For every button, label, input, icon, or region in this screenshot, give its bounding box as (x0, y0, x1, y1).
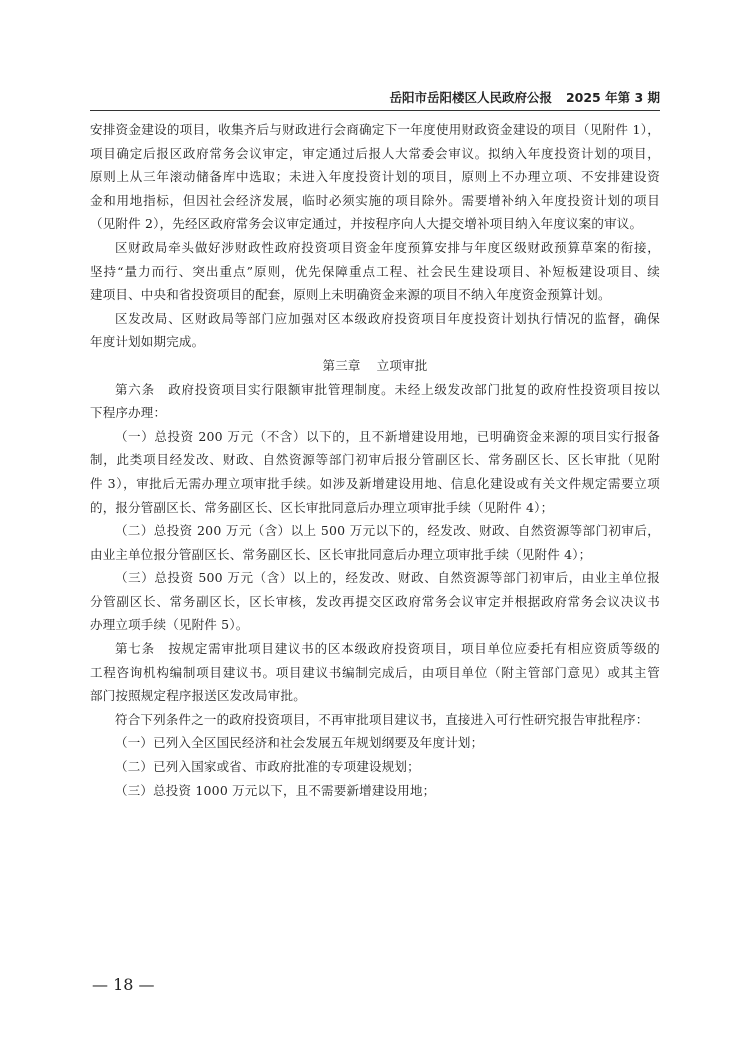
paragraph: （见附件 2），先经区政府常务会议审定通过，并按程序向人大提交增补项目纳入年度议案的审议。 (90, 216, 643, 232)
paragraph: 部门按照规定程序报送区发改局审批。 (90, 688, 306, 704)
publication-title: 岳阳市岳阳楼区人民政府公报 (389, 90, 552, 105)
paragraph: 分管副区长、常务副区长，区长审核，发改再提交区政府常务会议审定并根据政府常务会议决议书 (90, 593, 660, 609)
list-item: （三）总投资 1000 万元以下，且不需要新增建设用地； (115, 782, 436, 798)
paragraph: 原则上从三年滚动储备库中选取；未进入年度投资计划的项目，原则上不办理立项、不安排建设资 (90, 169, 660, 185)
issue-label: 2025 年第 3 期 (565, 90, 660, 105)
paragraph: 制，此类项目经发改、财政、自然资源等部门初审后报分管副区长、常务副区长、区长审批（见附 (90, 452, 660, 468)
page-number: — 18 — (92, 975, 155, 994)
paragraph: 符合下列条件之一的政府投资项目，不再审批项目建议书，直接进入可行性研究报告审批程序： (115, 711, 649, 727)
paragraph: 第七条 按规定需审批项目建议书的区本级政府投资项目，项目单位应委托有相应资质等级的 (115, 641, 660, 657)
paragraph: 由业主单位报分管副区长、常务副区长、区长审批同意后办理立项审批手续（见附件 4）； (90, 546, 592, 562)
page-header (90, 88, 660, 111)
chapter-heading: 第三章 立项审批 (322, 357, 428, 373)
paragraph: 项目确定后报区政府常务会议审定，审定通过后报人大常委会审议。拟纳入年度投资计划的项目， (90, 145, 660, 161)
paragraph: （一）总投资 200 万元（不含）以下的，且不新增建设用地，已明确资金来源的项目实行报备 (115, 428, 660, 444)
paragraph: 建项目、中央和省投资项目的配套，原则上未明确资金来源的项目不纳入年度资金预算计划。 (90, 287, 611, 303)
list-item: （一）已列入全区国民经济和社会发展五年规划纲要及年度计划； (115, 735, 484, 751)
paragraph: 区发改局、区财政局等部门应加强对区本级政府投资项目年度投资计划执行情况的监督，确保 (115, 310, 660, 326)
paragraph: （三）总投资 500 万元（含）以上的，经发改、财政、自然资源等部门初审后，由业主单位报 (115, 570, 660, 586)
paragraph: （二）总投资 200 万元（含）以上 500 万元以下的，经发改、财政、自然资源等部门初审后， (115, 523, 660, 539)
paragraph: 的，报分管副区长、常务副区长、区长审批同意后办理立项审批手续（见附件 4）； (90, 499, 554, 515)
list-item: （二）已列入国家或省、市政府批准的专项建设规划； (115, 759, 420, 775)
paragraph: 安排资金建设的项目，收集齐后与财政进行会商确定下一年度使用财政资金建设的项目（见附件 1）， (90, 122, 660, 137)
paragraph: 件 3），审批后无需办理立项审批手续。如涉及新增建设用地、信息化建设或有关文件规定需要立项 (90, 475, 660, 491)
paragraph: 坚持“量力而行、突出重点”原则，优先保障重点工程、社会民生建设项目、补短板建设项目、续 (90, 263, 660, 279)
paragraph: 工程咨询机构编制项目建议书。项目建议书编制完成后，由项目单位（附主管部门意见）或其主管 (90, 664, 660, 680)
paragraph: 区财政局牵头做好涉财政性政府投资项目资金年度预算安排与年度区级财政预算草案的衔接， (115, 239, 660, 255)
paragraph: 金和用地指标，但因社会经济发展，临时必须实施的项目除外。需要增补纳入年度投资计划的项目 (90, 192, 660, 208)
paragraph: 办理立项手续（见附件 5）。 (90, 617, 249, 633)
paragraph: 下程序办理： (90, 405, 167, 421)
paragraph: 年度计划如期完成。 (90, 334, 205, 350)
paragraph: 第六条 政府投资项目实行限额审批管理制度。未经上级发改部门批复的政府性投资项目按以 (115, 381, 660, 397)
document-body (90, 118, 660, 802)
